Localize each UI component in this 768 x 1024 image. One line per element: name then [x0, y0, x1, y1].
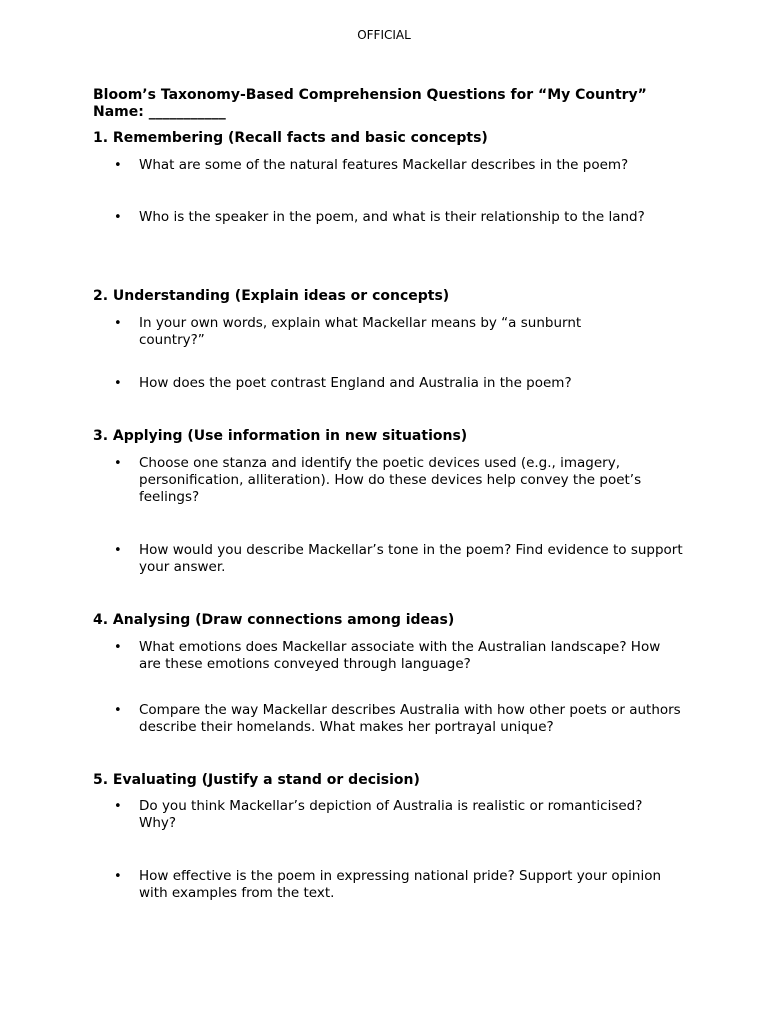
question-text: Do you think Mackellar’s depiction of Australia is realistic or romanticised? Why?: [139, 798, 643, 831]
bullet-icon: •: [114, 316, 122, 331]
question-text: Compare the way Mackellar describes Australia with how other poets or authors describe their homelands. What makes her portrayal unique?: [139, 702, 681, 735]
question-item: [93, 798, 683, 832]
question-item: [93, 455, 683, 506]
section-heading-understanding: 2. Understanding (Explain ideas or concepts): [93, 288, 450, 304]
question-item: [93, 315, 683, 349]
question-text: How does the poet contrast England and Australia in the poem?: [139, 375, 572, 391]
bullet-icon: •: [114, 703, 122, 718]
section-heading-evaluating: 5. Evaluating (Justify a stand or decision): [93, 772, 420, 788]
document-title: Bloom’s Taxonomy-Based Comprehension Questions for “My Country”: [93, 87, 647, 103]
bullet-icon: •: [114, 376, 122, 391]
question-text: What are some of the natural features Mackellar describes in the poem?: [139, 157, 629, 173]
question-item: [93, 542, 683, 576]
question-text: Who is the speaker in the poem, and what is their relationship to the land?: [139, 209, 645, 225]
bullet-icon: •: [114, 210, 122, 225]
classification-label: OFFICIAL: [357, 28, 411, 42]
bullet-icon: •: [114, 158, 122, 173]
section-heading-analysing: 4. Analysing (Draw connections among ideas): [93, 612, 455, 628]
question-text: How effective is the poem in expressing national pride? Support your opinion with examples from the text.: [139, 868, 662, 901]
document-body: [93, 87, 683, 902]
bullet-icon: •: [114, 456, 122, 471]
question-text: In your own words, explain what Mackellar means by “a sunburnt country?”: [139, 315, 582, 348]
bullet-icon: •: [114, 543, 122, 558]
question-list-understanding: [93, 315, 683, 392]
question-text: What emotions does Mackellar associate with the Australian landscape? How are these emotions conveyed through language?: [139, 639, 661, 672]
question-item: [93, 702, 683, 736]
name-field-line: Name: ___________: [93, 104, 226, 120]
question-list-applying: [93, 455, 683, 576]
question-text: How would you describe Mackellar’s tone in the poem? Find evidence to support your answer.: [139, 542, 683, 575]
question-item: [93, 639, 683, 673]
bullet-icon: •: [114, 799, 122, 814]
question-item: [93, 375, 683, 392]
section-heading-applying: 3. Applying (Use information in new situations): [93, 428, 468, 444]
question-item: [93, 157, 683, 174]
section-heading-remembering: 1. Remembering (Recall facts and basic concepts): [93, 130, 488, 146]
bullet-icon: •: [114, 869, 122, 884]
question-text: Choose one stanza and identify the poetic devices used (e.g., imagery, personification, alliteration). How do these devices help convey the poet’s feelings?: [139, 455, 642, 505]
question-item: [93, 868, 683, 902]
question-item: [93, 209, 683, 226]
question-list-remembering: [93, 157, 683, 226]
question-list-evaluating: [93, 798, 683, 902]
bullet-icon: •: [114, 640, 122, 655]
question-list-analysing: [93, 639, 683, 736]
